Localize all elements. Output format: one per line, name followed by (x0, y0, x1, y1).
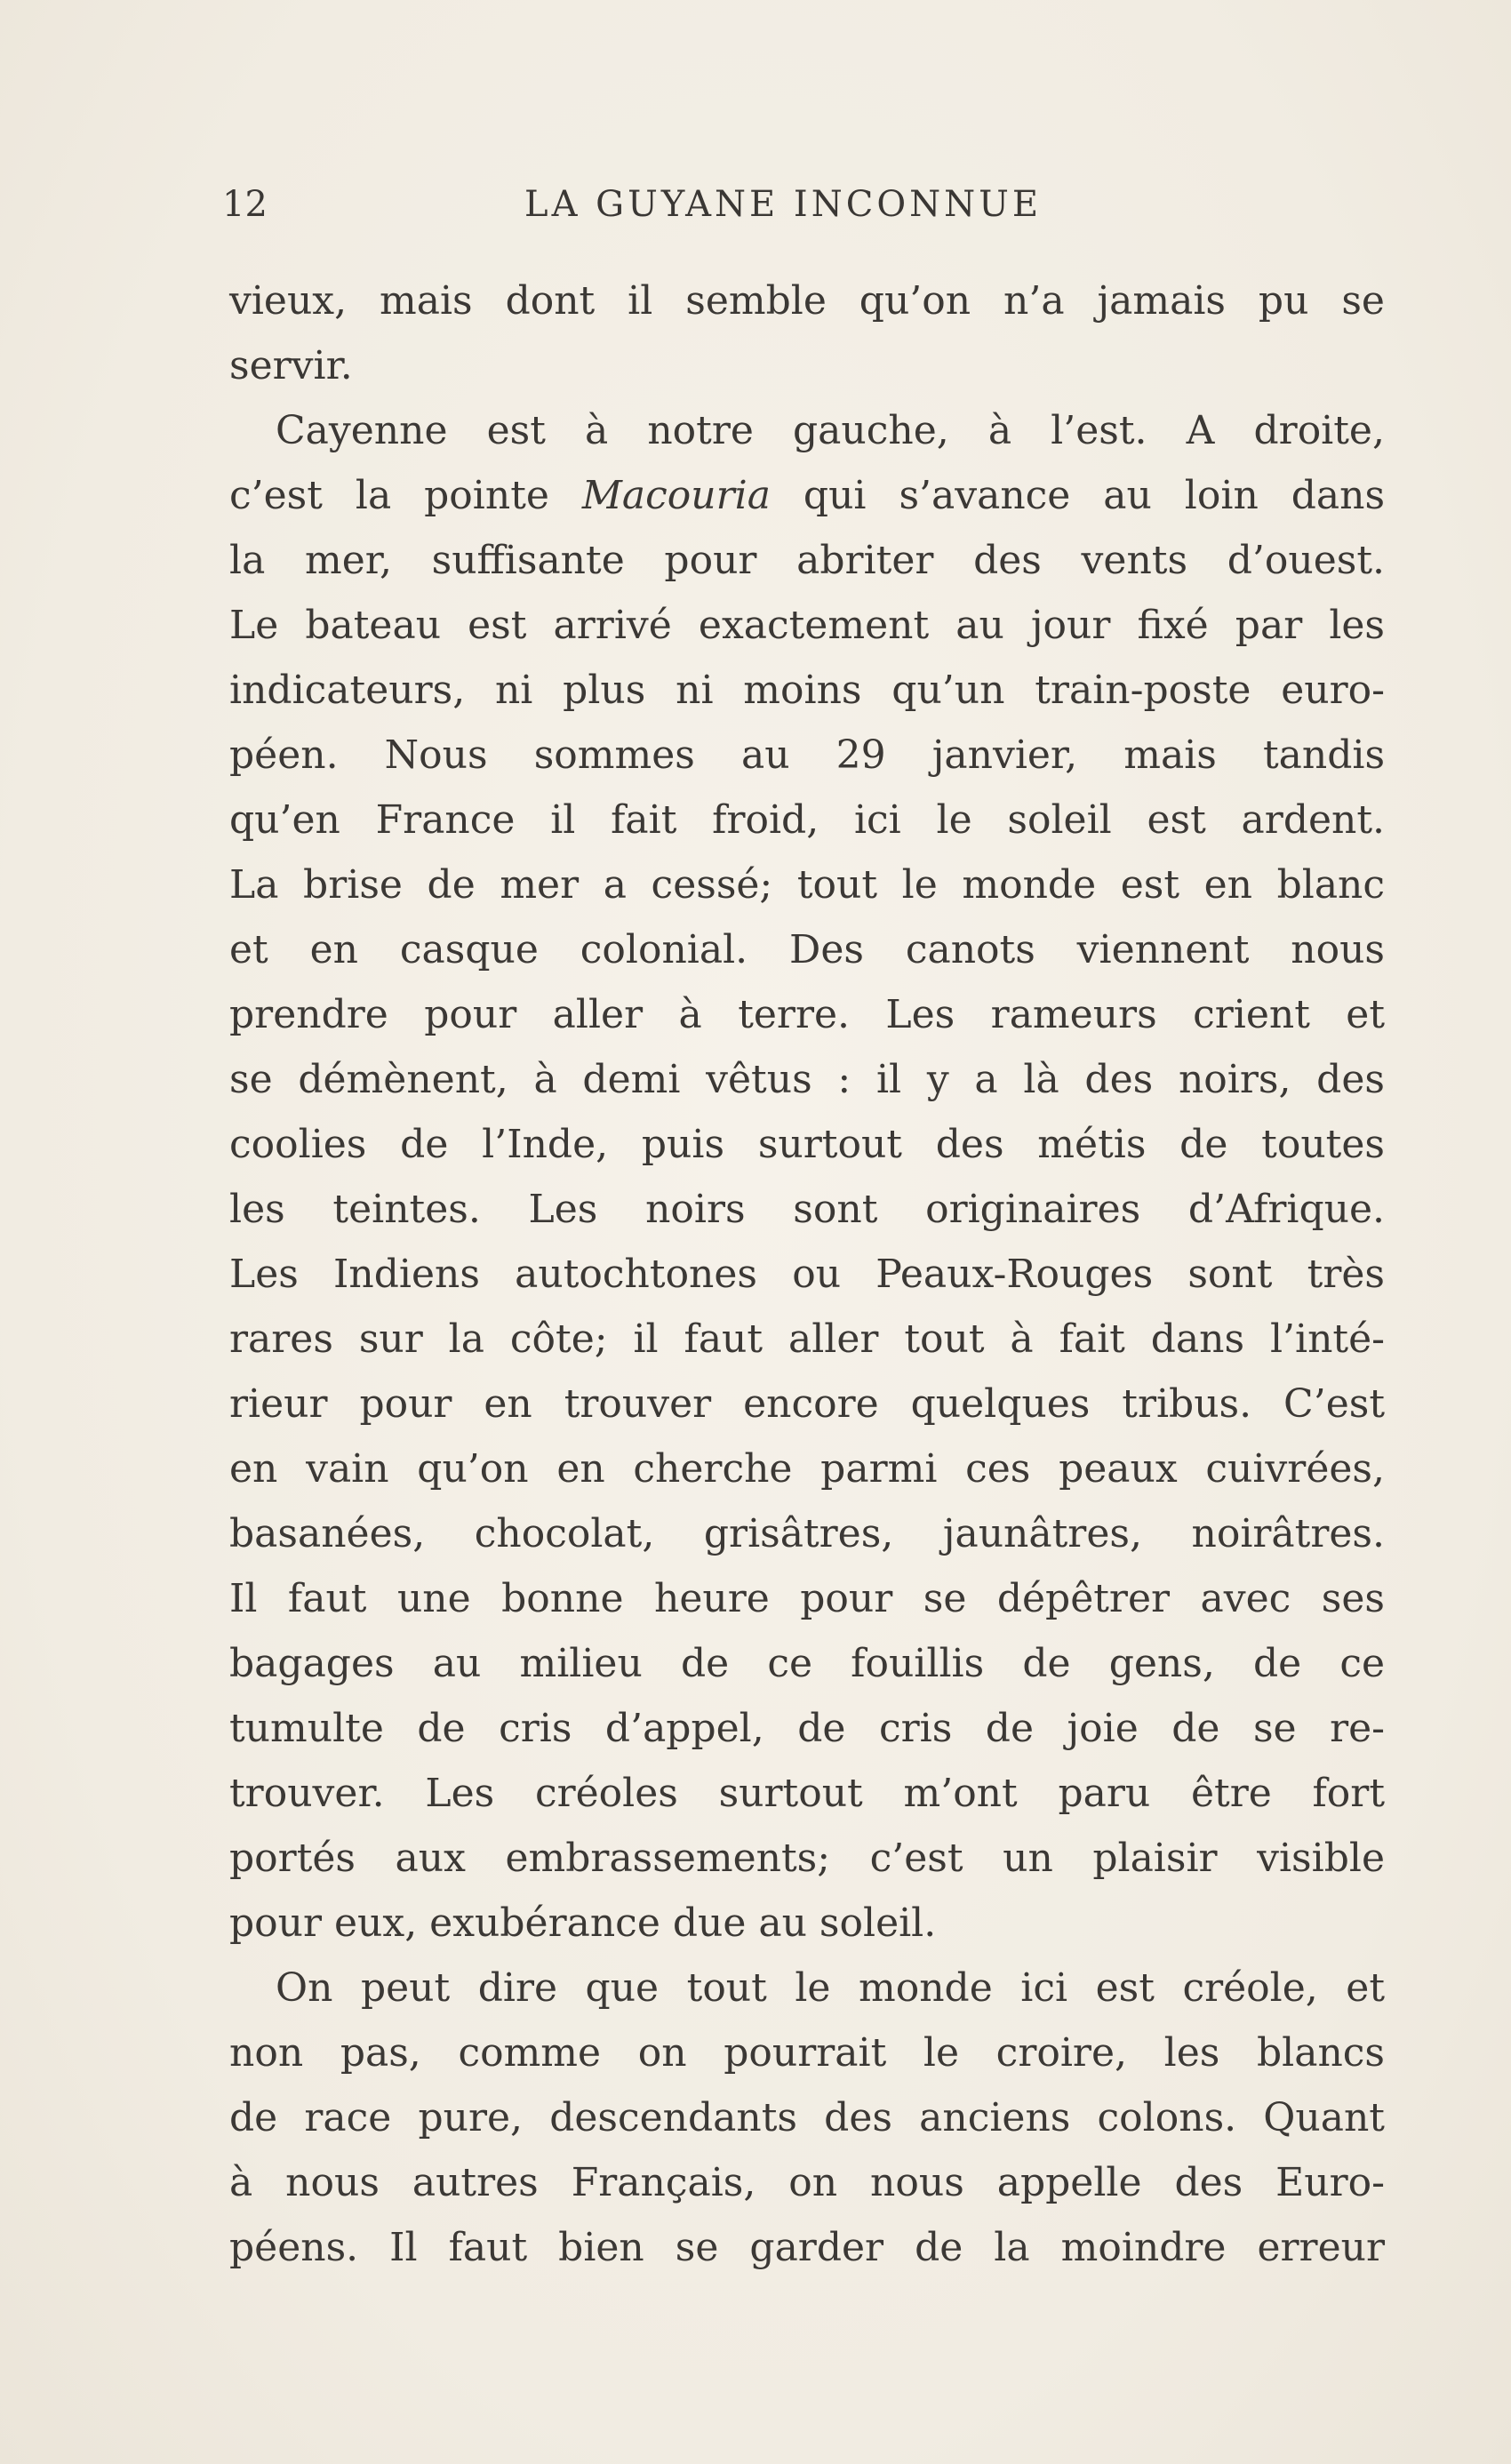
text-line: péen. Nous sommes au 29 janvier, mais tandis (229, 732, 1386, 778)
text-line: rieur pour en trouver encore quelques tribus. C’est (229, 1381, 1386, 1427)
paragraph (229, 1956, 1385, 2280)
text-line: de race pure, descendants des anciens colons. Quant (229, 2095, 1385, 2140)
text-line: péens. Il faut bien se garder de la moindre erreur (229, 2225, 1385, 2270)
running-title: LA GUYANE INCONNUE (524, 184, 1043, 225)
text-line: la mer, suffisante pour abriter des vents d’ouest. (229, 538, 1386, 583)
text-line: pour eux, exubérance due au soleil. (229, 1900, 937, 1946)
text-line: portés aux embrassements; c’est un plaisir visible (229, 1836, 1385, 1881)
text-line: vieux, mais dont il semble qu’on n’a jamais pu se (229, 278, 1385, 324)
text-line: Le bateau est arrivé exactement au jour fixé par les (229, 603, 1386, 648)
text-line: basanées, chocolat, grisâtres, jaunâtres, noirâtres. (229, 1511, 1385, 1556)
text-line: tumulte de cris d’appel, de cris de joie de se re- (229, 1706, 1386, 1751)
text-line: indicateurs, ni plus ni moins qu’un train-poste euro- (229, 668, 1385, 713)
text-line-with-italic: c’est la pointe Macouria qui s’avance au loin dans (229, 473, 1386, 518)
text-line: à nous autres Français, on nous appelle des Euro- (229, 2160, 1386, 2205)
text-line: rares sur la côte; il faut aller tout à fait dans l’inté- (229, 1316, 1386, 1362)
body-text (229, 268, 1385, 2280)
text-line: La brise de mer a cessé; tout le monde est en blanc (229, 862, 1386, 908)
text-line: qu’en France il fait froid, ici le soleil est ardent. (229, 797, 1386, 843)
page-header (222, 184, 1391, 237)
text-line: prendre pour aller à terre. Les rameurs crient et (229, 992, 1386, 1037)
text-line: servir. (229, 343, 353, 388)
paragraph (229, 268, 1385, 398)
paragraph (229, 398, 1385, 1956)
text-line: et en casque colonial. Des canots viennent nous (229, 927, 1386, 972)
text-line: se démènent, à demi vêtus : il y a là des noirs, des (229, 1057, 1385, 1102)
text-line: Cayenne est à notre gauche, à l’est. A droite, (276, 408, 1385, 453)
text-line: Les Indiens autochtones ou Peaux-Rouges sont très (229, 1252, 1385, 1297)
text-line: en vain qu’on en cherche parmi ces peaux cuivrées, (229, 1446, 1385, 1492)
page-number: 12 (222, 184, 268, 225)
italic-place-name: Macouria (581, 473, 771, 518)
text-line: trouver. Les créoles surtout m’ont paru être fort (229, 1771, 1385, 1816)
text-line: On peut dire que tout le monde ici est créole, et (276, 1965, 1386, 2011)
text-line: bagages au milieu de ce fouillis de gens, de ce (229, 1641, 1386, 1686)
text-line: les teintes. Les noirs sont originaires d’Afrique. (229, 1187, 1385, 1232)
text-line: coolies de l’Inde, puis surtout des métis de toutes (229, 1122, 1385, 1167)
text-line: non pas, comme on pourrait le croire, les blancs (229, 2030, 1386, 2076)
text-line: Il faut une bonne heure pour se dépêtrer avec ses (229, 1576, 1385, 1621)
